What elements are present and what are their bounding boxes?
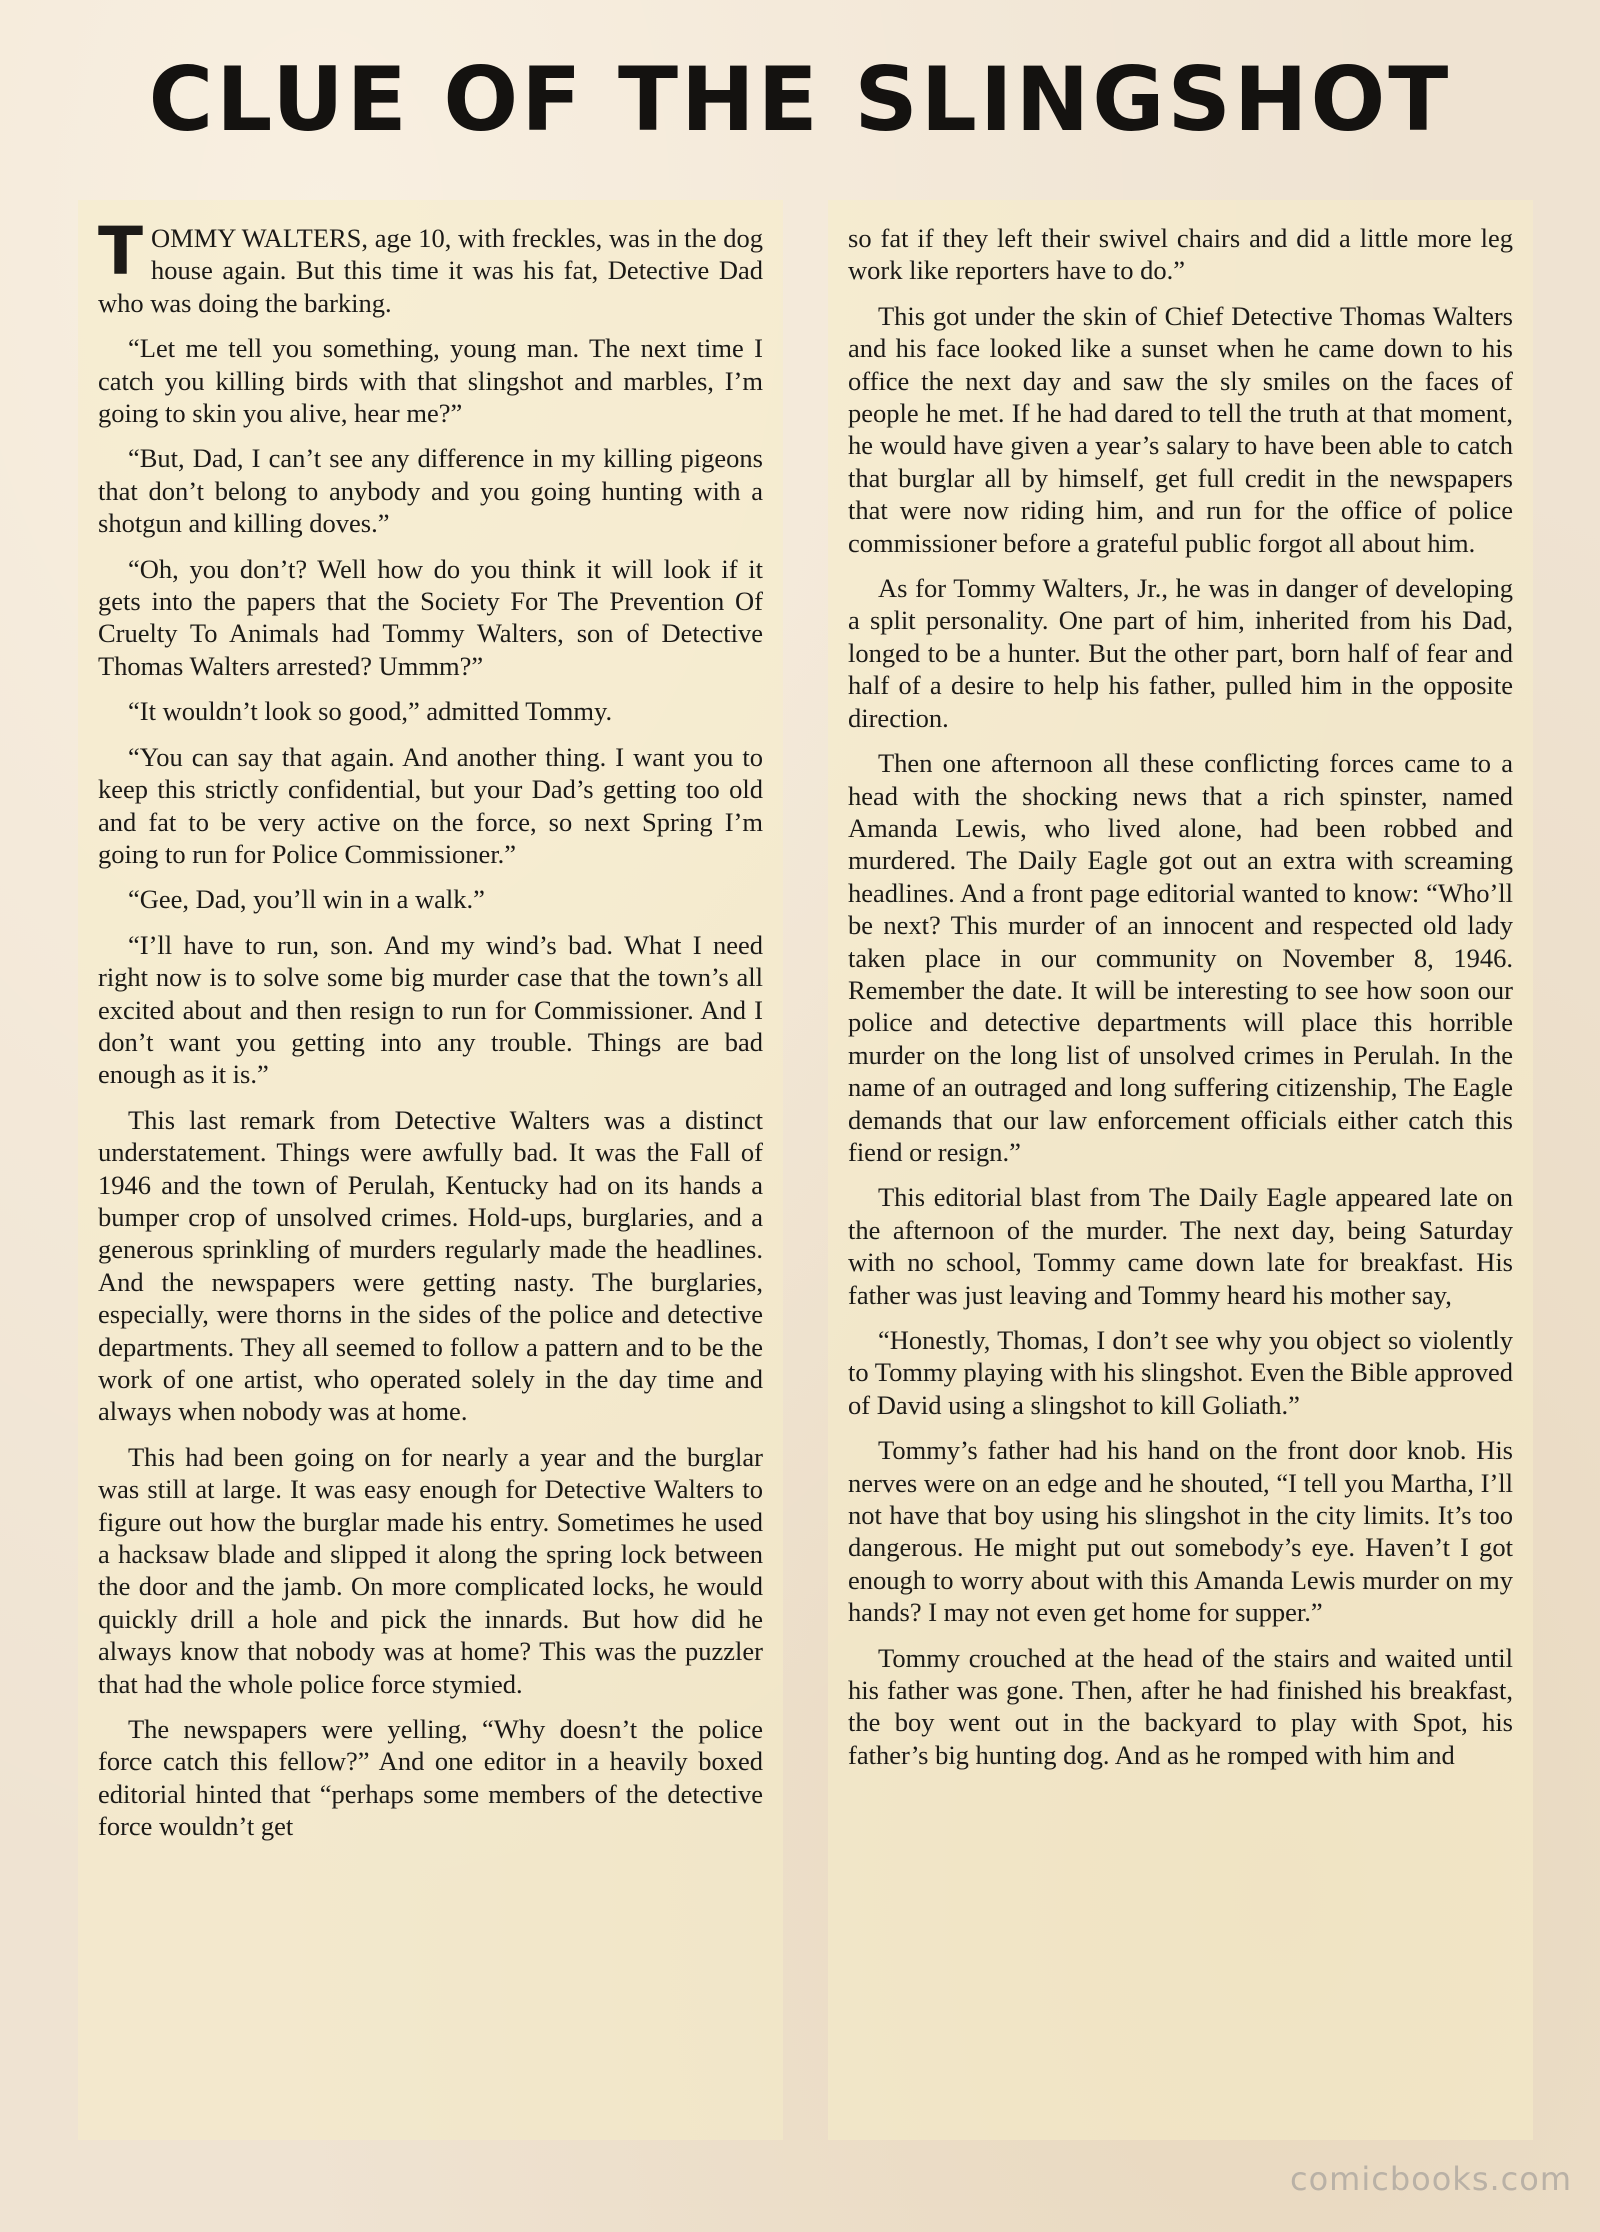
paragraph: “But, Dad, I can’t see any difference in my killing pigeons that don’t belong to anybody and you going hunting with a shotgun and killing doves.” [98, 443, 763, 539]
paragraph: Then one afternoon all these conflicting forces came to a head with the shocking news that a rich spinster, named Amanda Lewis, who lived alone, had been robbed and murdered. The Daily Eagle got out an extra with screaming headlines. And a front page editorial wanted to know: “Who’ll be next? This murder of an innocent and respected old lady taken place in our community on November 8, 1946. Remember the date. It will be interesting to see how soon our police and detective departments will place this horrible murder on the long list of unsolved crimes in Perulah. In the name of an outraged and long suffering citizenship, The Eagle demands that our law enforcement officials either catch this fiend or resign.” [848, 748, 1513, 1167]
paragraph: “Honestly, Thomas, I don’t see why you object so violently to Tommy playing with his slingshot. Even the Bible approved of David using a slingshot to kill Goliath.” [848, 1325, 1513, 1420]
paragraph: “It wouldn’t look so good,” admitted Tommy. [128, 696, 613, 727]
paragraph: This editorial blast from The Daily Eagle appeared late on the afternoon of the murder. The next day, being Saturday with no school, Tommy came down late for breakfast. His father was just leaving and Tommy heard his mother say, [848, 1182, 1513, 1310]
watermark: comicbooks.com [1289, 2160, 1572, 2198]
paragraph: “You can say that again. And another thing. I want you to keep this strictly confidential, but your Dad’s getting too old and fat to be very active on the force, so next Spring I’m going to run for Police Commissioner.” [98, 741, 763, 869]
paragraph: The newspapers were yelling, “Why doesn’t the police force catch this fellow?” And one editor in a heavily boxed editorial hinted that “perhaps some members of the detective force wouldn’t get [98, 1714, 763, 1842]
right-column [828, 200, 1533, 2140]
paragraph: TOMMY WALTERS, age 10, with freckles, was in the dog house again. But this time it was his fat, Detective Dad who was doing the barking. [98, 213, 763, 318]
paragraph: This last remark from Detective Walters was a distinct understatement. Things were awfully bad. It was the Fall of 1946 and the town of Perulah, Kentucky had on its hands a bumper crop of unsolved crimes. Hold-ups, burglaries, and a generous sprinkling of murders regularly made the headlines. And the newspapers were getting nasty. The burglaries, especially, were thorns in the sides of the police and detective departments. They all seemed to follow a pattern and to be the work of one artist, who operated solely in the day time and always when nobody was at home. [98, 1104, 763, 1427]
paragraph: “Let me tell you something, young man. The next time I catch you killing birds with that slingshot and marbles, I’m going to skin you alive, hear me?” [98, 333, 763, 429]
paragraph: This got under the skin of Chief Detective Thomas Walters and his face looked like a sunset when he came down to his office the next day and saw the sly smiles on the faces of people he met. If he had dared to tell the truth at that moment, he would have given a year’s salary to have been able to catch that burglar all by himself, get full credit in the newspapers that were now riding him, and run for the office of police commissioner before a grateful public forgot all about him. [848, 300, 1513, 558]
paragraph: As for Tommy Walters, Jr., he was in danger of developing a split personality. One part of him, inherited from his Dad, longed to be a hunter. But the other part, born half of fear and half of a desire to help his father, pulled him in the opposite direction. [848, 573, 1513, 733]
paragraph: Tommy crouched at the head of the stairs and waited until his father was gone. Then, after he had finished his breakfast, the boy went out in the backyard to play with Spot, his father’s big hunting dog. And as he romped with him and [848, 1642, 1513, 1770]
paragraph: “Gee, Dad, you’ll win in a walk.” [128, 884, 485, 915]
paragraph: Tommy’s father had his hand on the front door knob. His nerves were on an edge and he shouted, “I tell you Martha, I’ll not have that boy using his slingshot in the city limits. It’s too dangerous. He might put out somebody’s eye. Haven’t I got enough to worry about with this Amanda Lewis murder on my hands? I may not even get home for supper.” [848, 1435, 1513, 1628]
paragraph: “I’ll have to run, son. And my wind’s bad. What I need right now is to solve some big murder case that the town’s all excited about and then resign to run for Commissioner. And I don’t want you getting into any trouble. Things are bad enough as it is.” [98, 929, 763, 1090]
paragraph: so fat if they left their swivel chairs and did a little more leg work like reporters have to do.” [848, 223, 1513, 286]
story-title: CLUE OF THE SLINGSHOT [148, 48, 1452, 151]
paragraph: This had been going on for nearly a year and the burglar was still at large. It was easy enough for Detective Walters to figure out how the burglar made his entry. Sometimes he used a hacksaw blade and slipped it along the spring lock between the door and the jamb. On more complicated locks, he would quickly drill a hole and pick the innards. But how did he always know that nobody was at home? This was the puzzler that had the whole police force stymied. [98, 1441, 763, 1699]
left-column [78, 200, 783, 2140]
paragraph: “Oh, you don’t? Well how do you think it will look if it gets into the papers that the Society For The Prevention Of Cruelty To Animals had Tommy Walters, son of Detective Thomas Walters arrested? Ummm?” [98, 553, 763, 681]
drop-cap: T [98, 213, 144, 290]
